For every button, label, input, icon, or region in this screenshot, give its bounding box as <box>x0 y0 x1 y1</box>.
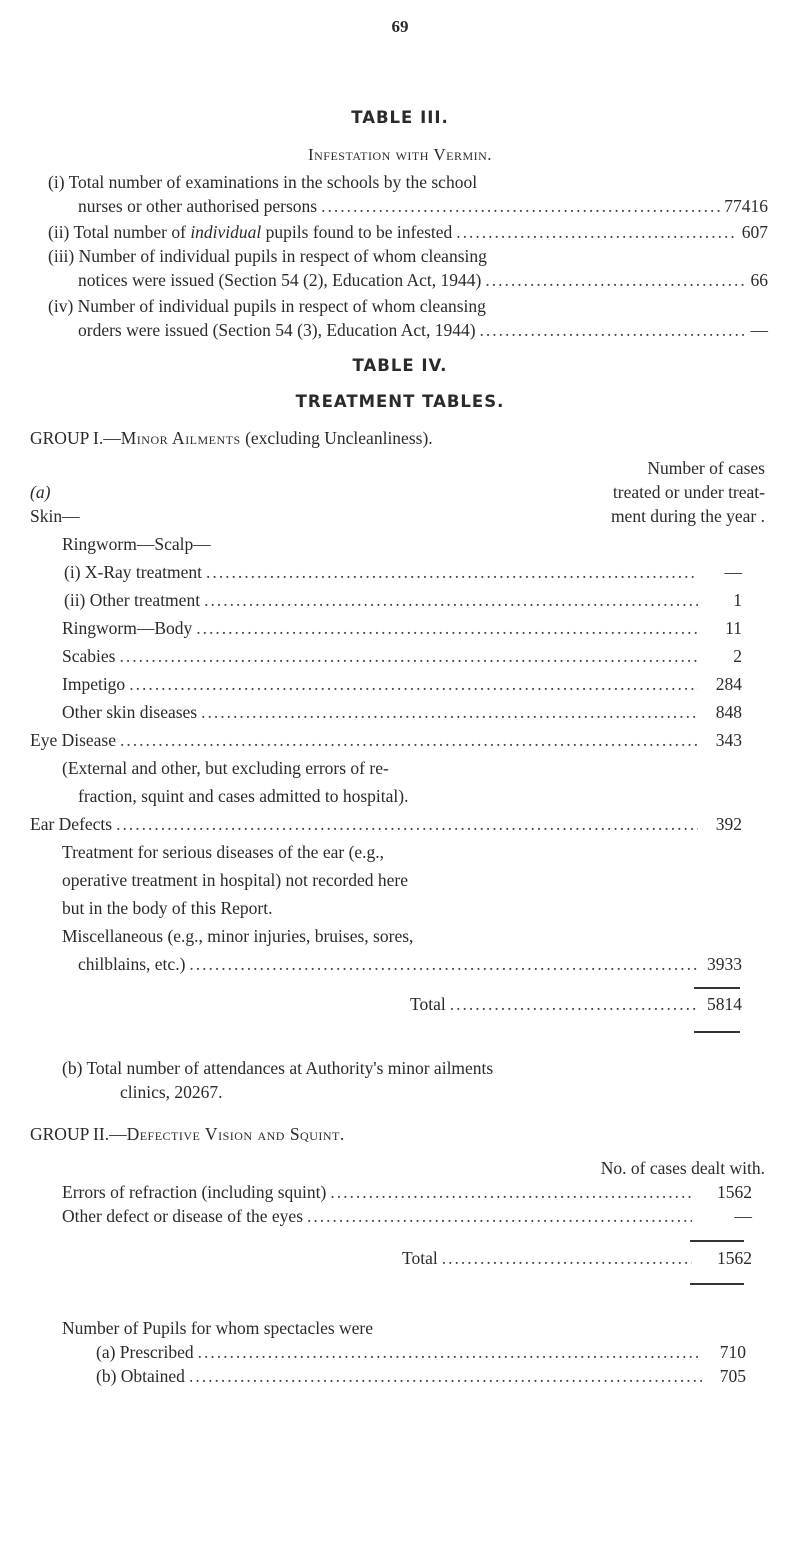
ear-note-line3: but in the body of this Report. <box>62 898 273 918</box>
table3-item-3 <box>78 270 768 292</box>
group1-col-header-3: ment during the year . <box>610 506 765 526</box>
group1-row-scabies <box>62 646 742 668</box>
table3-item-4 <box>78 320 768 342</box>
row-value: 3933 <box>707 954 742 974</box>
table3-item-2-text-b: pupils found to be infested <box>265 222 453 242</box>
leader-dots <box>204 590 698 612</box>
leader-dots <box>198 1342 702 1364</box>
row-value: 11 <box>725 618 742 638</box>
spectacles-heading: Number of Pupils for whom spectacles were <box>62 1318 374 1338</box>
table3-subtitle: Infestation with Vermin. <box>307 145 493 164</box>
group1-col-header-1: Number of cases <box>647 458 765 478</box>
spectacles-prescribed <box>96 1342 746 1364</box>
group1-row-ear-defects <box>30 814 742 836</box>
row-value: 392 <box>715 814 742 834</box>
leader-dots <box>120 730 698 752</box>
spectacles-obtained <box>96 1366 746 1388</box>
row-value: — <box>734 1206 752 1226</box>
page-number: 69 <box>391 17 409 36</box>
row-label: (b) Obtained <box>96 1366 185 1386</box>
table3-item-1-line2: nurses or other authorised persons <box>78 196 318 216</box>
row-label: Ear Defects <box>30 814 113 834</box>
row-label: Eye Disease <box>30 730 117 750</box>
ringworm-scalp-label: Ringworm—Scalp— <box>62 534 211 554</box>
group2-row-other-defect <box>62 1206 752 1228</box>
row-label: Ringworm—Body <box>62 618 193 638</box>
leader-dots <box>129 674 698 696</box>
leader-dots <box>485 270 746 292</box>
attendances-line1: (b) Total number of attendances at Authority's minor ailments <box>62 1058 494 1078</box>
leader-dots <box>480 320 747 342</box>
total-rule-top <box>694 987 740 989</box>
row-label: Other skin diseases <box>62 702 198 722</box>
total-rule-bottom <box>694 1031 740 1033</box>
group2-heading-prefix: GROUP II.— <box>30 1124 127 1144</box>
group2-row-refraction <box>62 1182 752 1204</box>
table4-title: TABLE IV. <box>352 356 448 375</box>
row-value: 2 <box>733 646 742 666</box>
leader-dots <box>450 994 698 1016</box>
leader-dots <box>330 1182 692 1204</box>
attendances-line2: clinics, 20267. <box>120 1082 223 1102</box>
leader-dots <box>206 562 698 584</box>
group1-heading-prefix: GROUP I.— <box>30 428 121 448</box>
skin-label: Skin— <box>30 506 80 526</box>
row-label: Other defect or disease of the eyes <box>62 1206 304 1226</box>
leader-dots <box>201 702 698 724</box>
table3-item-2-value: 607 <box>741 222 768 242</box>
leader-dots <box>119 646 698 668</box>
table4-subtitle: TREATMENT TABLES. <box>295 392 505 411</box>
leader-dots <box>116 814 698 836</box>
group1-row-other-skin <box>62 702 742 724</box>
table3-item-4-line1: (iv) Number of individual pupils in respect of whom cleansing <box>48 296 486 316</box>
group1-row-xray <box>62 562 742 584</box>
group2-col-header: No. of cases dealt with. <box>600 1158 765 1178</box>
table3-item-4-value: — <box>750 320 768 340</box>
row-label: Scabies <box>62 646 116 666</box>
group1-row-eye-disease <box>30 730 742 752</box>
row-value: 848 <box>715 702 742 722</box>
leader-dots <box>456 222 737 244</box>
group1-heading <box>30 428 433 450</box>
group2-total-rule-bottom <box>690 1283 744 1285</box>
leader-dots <box>321 196 720 218</box>
group1-heading-smallcaps: Minor Ailments <box>120 428 241 448</box>
row-value: — <box>724 562 742 582</box>
leader-dots <box>196 618 698 640</box>
row-label: Errors of refraction (including squint) <box>62 1182 327 1202</box>
section-a-label: (a) <box>30 482 51 502</box>
group1-row-misc <box>78 954 742 976</box>
table3-item-3-line2: notices were issued (Section 54 (2), Education Act, 1944) <box>78 270 482 290</box>
table3-item-1-line1: (i) Total number of examinations in the schools by the school <box>48 172 478 192</box>
group1-row-ringworm-body <box>62 618 742 640</box>
eye-note-line2: fraction, squint and cases admitted to hospital). <box>78 786 409 806</box>
group2-heading <box>30 1124 345 1146</box>
total-label: Total <box>402 1248 438 1268</box>
ear-note-line2: operative treatment in hospital) not recorded here <box>62 870 408 890</box>
table3-item-1 <box>78 196 768 218</box>
row-value: 710 <box>719 1342 746 1362</box>
row-label: chilblains, etc.) <box>78 954 186 974</box>
group1-row-impetigo <box>62 674 742 696</box>
row-label: (i) X-Ray treatment <box>64 562 203 582</box>
row-value: 705 <box>719 1366 746 1386</box>
table3-title: TABLE III. <box>351 108 449 127</box>
leader-dots <box>442 1248 692 1270</box>
group2-total <box>402 1248 752 1270</box>
misc-line1: Miscellaneous (e.g., minor injuries, bruises, sores, <box>62 926 414 946</box>
table3-item-4-line2: orders were issued (Section 54 (3), Education Act, 1944) <box>78 320 476 340</box>
group2-total-rule-top <box>690 1240 744 1242</box>
row-value: 1562 <box>717 1182 752 1202</box>
row-value: 1 <box>733 590 742 610</box>
total-label: Total <box>410 994 446 1014</box>
table3-item-2-italic: individual <box>190 222 262 242</box>
ear-note-line1: Treatment for serious diseases of the ear (e.g., <box>62 842 385 862</box>
group2-heading-smallcaps: Defective Vision and Squint. <box>126 1124 345 1144</box>
group1-total <box>410 994 742 1016</box>
leader-dots <box>189 1366 702 1388</box>
table3-item-3-line1: (iii) Number of individual pupils in respect of whom cleansing <box>48 246 487 266</box>
table3-item-3-value: 66 <box>750 270 768 290</box>
row-label: (a) Prescribed <box>96 1342 194 1362</box>
leader-dots <box>189 954 698 976</box>
group1-row-other-treatment <box>62 590 742 612</box>
table3-item-2 <box>48 222 768 244</box>
leader-dots <box>307 1206 692 1228</box>
table3-item-1-value: 77416 <box>724 196 768 216</box>
group1-col-header-2: treated or under treat- <box>612 482 765 502</box>
row-value: 284 <box>715 674 742 694</box>
eye-note-line1: (External and other, but excluding errors of re- <box>62 758 389 778</box>
table3-item-2-text-a: (ii) Total number of <box>48 222 186 242</box>
row-label: (ii) Other treatment <box>64 590 201 610</box>
row-value: 343 <box>715 730 742 750</box>
row-label: Impetigo <box>62 674 126 694</box>
total-value: 1562 <box>717 1248 752 1268</box>
group1-heading-suffix: (excluding Uncleanliness). <box>245 428 433 448</box>
total-value: 5814 <box>707 994 742 1014</box>
